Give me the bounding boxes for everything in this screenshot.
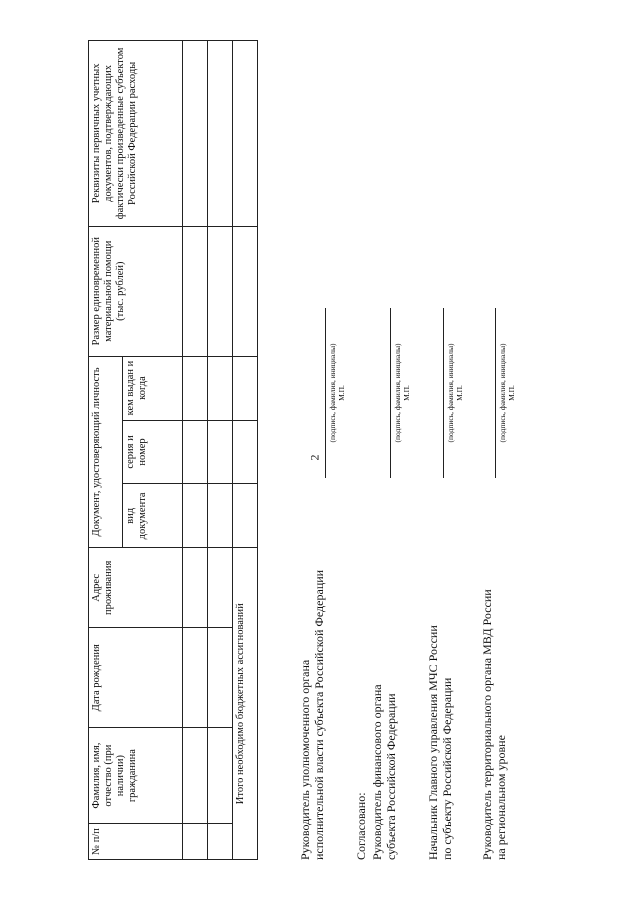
signer-title-line2: по субъекту Российской Федерации [440,677,455,860]
header-document: Документ, удостоверяющий личность [89,356,123,548]
table-row [208,41,233,860]
assistance-table [88,40,258,860]
signer-title-line1: Руководитель уполномоченного органа [298,659,312,860]
signature-caption: (подпись, фамилия, инициалы) М.П. [328,308,346,478]
header-details: Реквизиты первичных учетных документов, подтверждающих фактически произведенные субъектом Российской Федерации расходы [89,41,183,227]
signature-line [495,308,496,478]
signature-block-finance [370,480,399,860]
signer-title-line2: на региональном уровне [494,735,509,860]
seal-mark: М.П. [455,385,464,401]
header-doc-issued: кем выдан и когда [123,356,183,420]
header-address: Адрес проживания [89,548,183,628]
signature-caption: (подпись, фамилия, инициалы) М.П. [393,308,411,478]
signature-caption: (подпись, фамилия, инициалы) М.П. [446,308,464,478]
signer-title-line2: исполнительной власти субъекта Российской Федерации [312,569,327,860]
header-num: № п/п [89,824,183,860]
rotated-page [40,20,600,880]
signature-line [390,308,391,478]
agreed-label: Согласовано: [354,792,368,860]
header-birth: Дата рождения [89,628,183,728]
signature-caption: (подпись, фамилия, инициалы) М.П. [498,308,516,478]
signer-title-line2: субъекта Российской Федерации [384,693,399,860]
total-row [233,41,258,860]
signer-title-line1: Руководитель финансового органа [370,684,384,860]
total-label: Итого необходимо бюджетных ассигнований [233,548,258,860]
header-name: Фамилия, имя, отчество (при наличии) гражданина [89,728,183,824]
signer-title-line1: Начальник Главного управления МЧС России [426,625,440,860]
signer-title-line1: Руководитель территориального органа МВД России [480,589,494,860]
header-doc-type: вид документа [123,484,183,548]
signature-line [325,308,326,478]
signature-block-head [298,480,327,860]
header-doc-series: серия и номер [123,420,183,484]
header-amount: Размер единовременной материальной помощи (тыс. рублей) [89,226,183,356]
page-number: 2 [307,454,322,461]
seal-mark: М.П. [402,385,411,401]
signature-block-mchs [426,480,455,860]
seal-mark: М.П. [337,385,346,401]
table-row [183,41,208,860]
signature-block-mvd [480,480,509,860]
seal-mark: М.П. [507,385,516,401]
signature-line [443,308,444,478]
